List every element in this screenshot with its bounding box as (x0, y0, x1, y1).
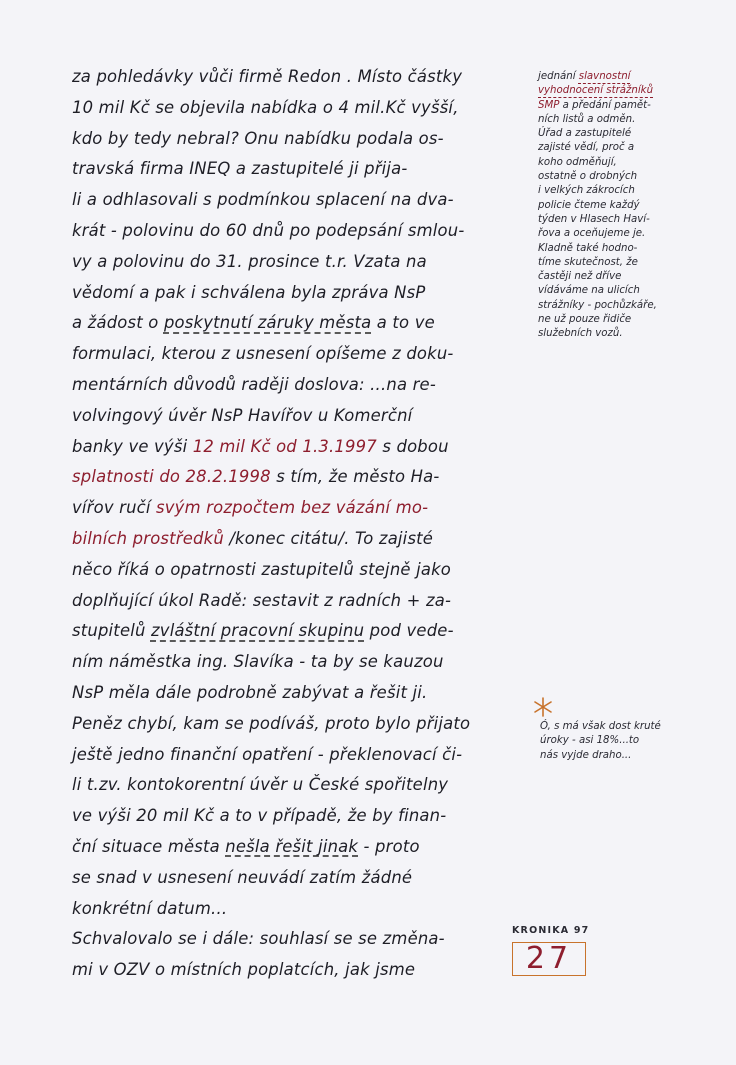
text-segment: a předání pamět- (559, 99, 651, 111)
text-line (72, 154, 512, 185)
text-line (72, 462, 512, 493)
note-line (538, 299, 698, 313)
text-line (72, 955, 512, 986)
text-line (72, 924, 512, 955)
note-line (538, 227, 698, 241)
text-segment: se snad v usnesení neuvádí zatím žádné (72, 867, 413, 887)
text-segment: Schvalovalo se i dále: souhlasí se se změna- (72, 929, 445, 949)
text-segment: týden v Hlasech Haví- (538, 213, 650, 225)
text-line (72, 278, 512, 309)
text-line (72, 370, 512, 401)
text-line (72, 586, 512, 617)
text-segment: pod vede- (364, 621, 454, 641)
text-segment: koho odměňují, (538, 156, 617, 168)
note-line (540, 720, 700, 734)
text-segment: vířov ručí (72, 498, 157, 518)
note-line (538, 127, 698, 141)
kronika-label: KRONIKA 97 (512, 925, 590, 936)
text-line (72, 740, 512, 771)
text-segment: krát - polovinu do 60 dnů po podepsání smlou- (72, 220, 465, 240)
text-line (72, 62, 512, 93)
text-segment: banky ve výši (72, 436, 193, 456)
underlined-text: zvláštní pracovní skupinu (150, 621, 365, 641)
text-line (72, 432, 512, 463)
text-segment: kdo by tedy nebral? Onu nabídku podala os- (72, 128, 444, 148)
text-segment: služebních vozů. (538, 328, 623, 340)
highlighted-text: slavnostní (578, 71, 631, 82)
highlighted-text: svým rozpočtem bez vázání mo- (156, 498, 429, 518)
text-line (72, 709, 512, 740)
text-segment: s tím, že město Ha- (270, 467, 440, 487)
text-segment: a to ve (371, 313, 435, 333)
text-line (72, 647, 512, 678)
text-line (72, 801, 512, 832)
text-segment: mi v OZV o místních poplatcích, jak jsme (72, 960, 416, 980)
text-segment: vy a polovinu do 31. prosince t.r. Vzata na (72, 251, 427, 271)
text-line (72, 894, 512, 925)
text-segment: vědomí a pak i schválena byla zpráva NsP (72, 282, 426, 302)
highlighted-text: 12 mil Kč od 1.3.1997 (192, 436, 377, 456)
text-segment: li t.zv. kontokorentní úvěr u České spořitelny (72, 775, 449, 795)
text-line (72, 124, 512, 155)
asterisk-icon (532, 696, 554, 718)
text-segment: /konec citátu/. To zajisté (223, 528, 434, 548)
note-line (538, 99, 698, 113)
note-line (538, 313, 698, 327)
text-segment: travská firma INEQ a zastupitelé ji přija- (72, 159, 408, 179)
text-line (72, 308, 512, 339)
text-segment: formulaci, kterou z usnesení opíšeme z doku- (72, 344, 454, 364)
note-line (538, 270, 698, 284)
text-segment: něco říká o opatrnosti zastupitelů stejně jako (72, 559, 452, 579)
underlined-text: nešla řešit jinak (225, 836, 359, 856)
page-number: 27 (525, 941, 573, 976)
text-line (72, 616, 512, 647)
text-segment: stupitelů (72, 621, 151, 641)
page-number-box (512, 942, 586, 976)
note-line (538, 327, 698, 341)
text-segment: doplňující úkol Radě: sestavit z radních + za- (72, 590, 452, 610)
text-line (72, 216, 512, 247)
highlighted-text: splatnosti do 28.2.1998 (72, 467, 271, 487)
underlined-text: poskytnutí záruky města (163, 313, 372, 333)
text-line (72, 185, 512, 216)
highlighted-text: bilních prostředků (72, 528, 224, 548)
note-line (538, 113, 698, 127)
text-segment: 10 mil Kč se objevila nabídka o 4 mil.Kč vyšší, (72, 97, 459, 117)
text-line (72, 339, 512, 370)
note-line (538, 156, 698, 170)
text-line (72, 678, 512, 709)
note-line (538, 84, 698, 98)
text-segment: konkrétní datum... (72, 898, 228, 918)
text-line (72, 832, 512, 863)
text-segment: NsP měla dále podrobně zabývat a řešit ji. (72, 682, 428, 702)
note-line (538, 199, 698, 213)
text-line (72, 247, 512, 278)
text-segment: Kladně také hodno- (538, 242, 638, 254)
text-segment: Úřad a zastupitelé (538, 128, 632, 140)
text-segment: ne už pouze řidiče (538, 314, 632, 326)
text-segment: strážníky - pochůzkáře, (538, 299, 657, 311)
text-segment: li a odhlasovali s podmínkou splacení na dva- (72, 190, 454, 210)
text-segment: nás vyjde draho... (540, 749, 632, 761)
note-line (540, 749, 700, 763)
note-line (538, 70, 698, 84)
margin-note-bottom (540, 720, 700, 763)
text-line (72, 524, 512, 555)
text-segment: častěji než dříve (538, 271, 622, 283)
text-line (72, 770, 512, 801)
text-line (72, 863, 512, 894)
text-line (72, 93, 512, 124)
text-segment: tíme skutečnost, že (538, 256, 638, 268)
text-segment: jednání (538, 71, 579, 82)
text-segment: Ó, s má však dost kruté (540, 721, 661, 732)
note-line (538, 184, 698, 198)
note-line (538, 284, 698, 298)
note-line (538, 242, 698, 256)
text-segment: úroky - asi 18%...to (540, 735, 640, 747)
text-segment: vídáváme na ulicích (538, 285, 640, 297)
highlighted-text: SMP (538, 99, 560, 111)
note-line (538, 141, 698, 155)
text-line (72, 493, 512, 524)
text-segment: a žádost o (72, 313, 164, 333)
text-segment: mentárních důvodů raději doslova: ...na re- (72, 374, 436, 394)
text-segment: řova a oceňujeme je. (538, 228, 646, 240)
text-segment: ních listů a odměn. (538, 113, 636, 125)
note-line (538, 213, 698, 227)
text-segment: ostatně o drobných (538, 171, 638, 183)
text-segment: ve výši 20 mil Kč a to v případě, že by finan- (72, 806, 447, 826)
text-segment: za pohledávky vůči firmě Redon . Místo částky (72, 67, 463, 86)
note-line (540, 734, 700, 748)
text-segment: ční situace města (72, 836, 226, 856)
note-line (538, 170, 698, 184)
text-segment: Peněz chybí, kam se podíváš, proto bylo přijato (72, 713, 471, 733)
text-segment: s dobou (376, 436, 449, 456)
margin-note-top (538, 70, 698, 342)
text-segment: zajisté vědí, proč a (538, 142, 635, 154)
highlighted-text: vyhodnocení strážníků (538, 85, 654, 97)
text-line (72, 401, 512, 432)
text-line (72, 555, 512, 586)
note-line (538, 256, 698, 270)
text-segment: ním náměstka ing. Slavíka - ta by se kauzou (72, 652, 444, 672)
main-text-column (72, 62, 512, 986)
text-segment: volvingový úvěr NsP Havířov u Komerční (72, 405, 413, 425)
text-segment: i velkých zákrocích (538, 185, 635, 197)
text-segment: policie čteme každý (538, 199, 640, 211)
text-segment: - proto (358, 836, 420, 856)
text-segment: ještě jedno finanční opatření - překlenovací či- (72, 744, 463, 764)
